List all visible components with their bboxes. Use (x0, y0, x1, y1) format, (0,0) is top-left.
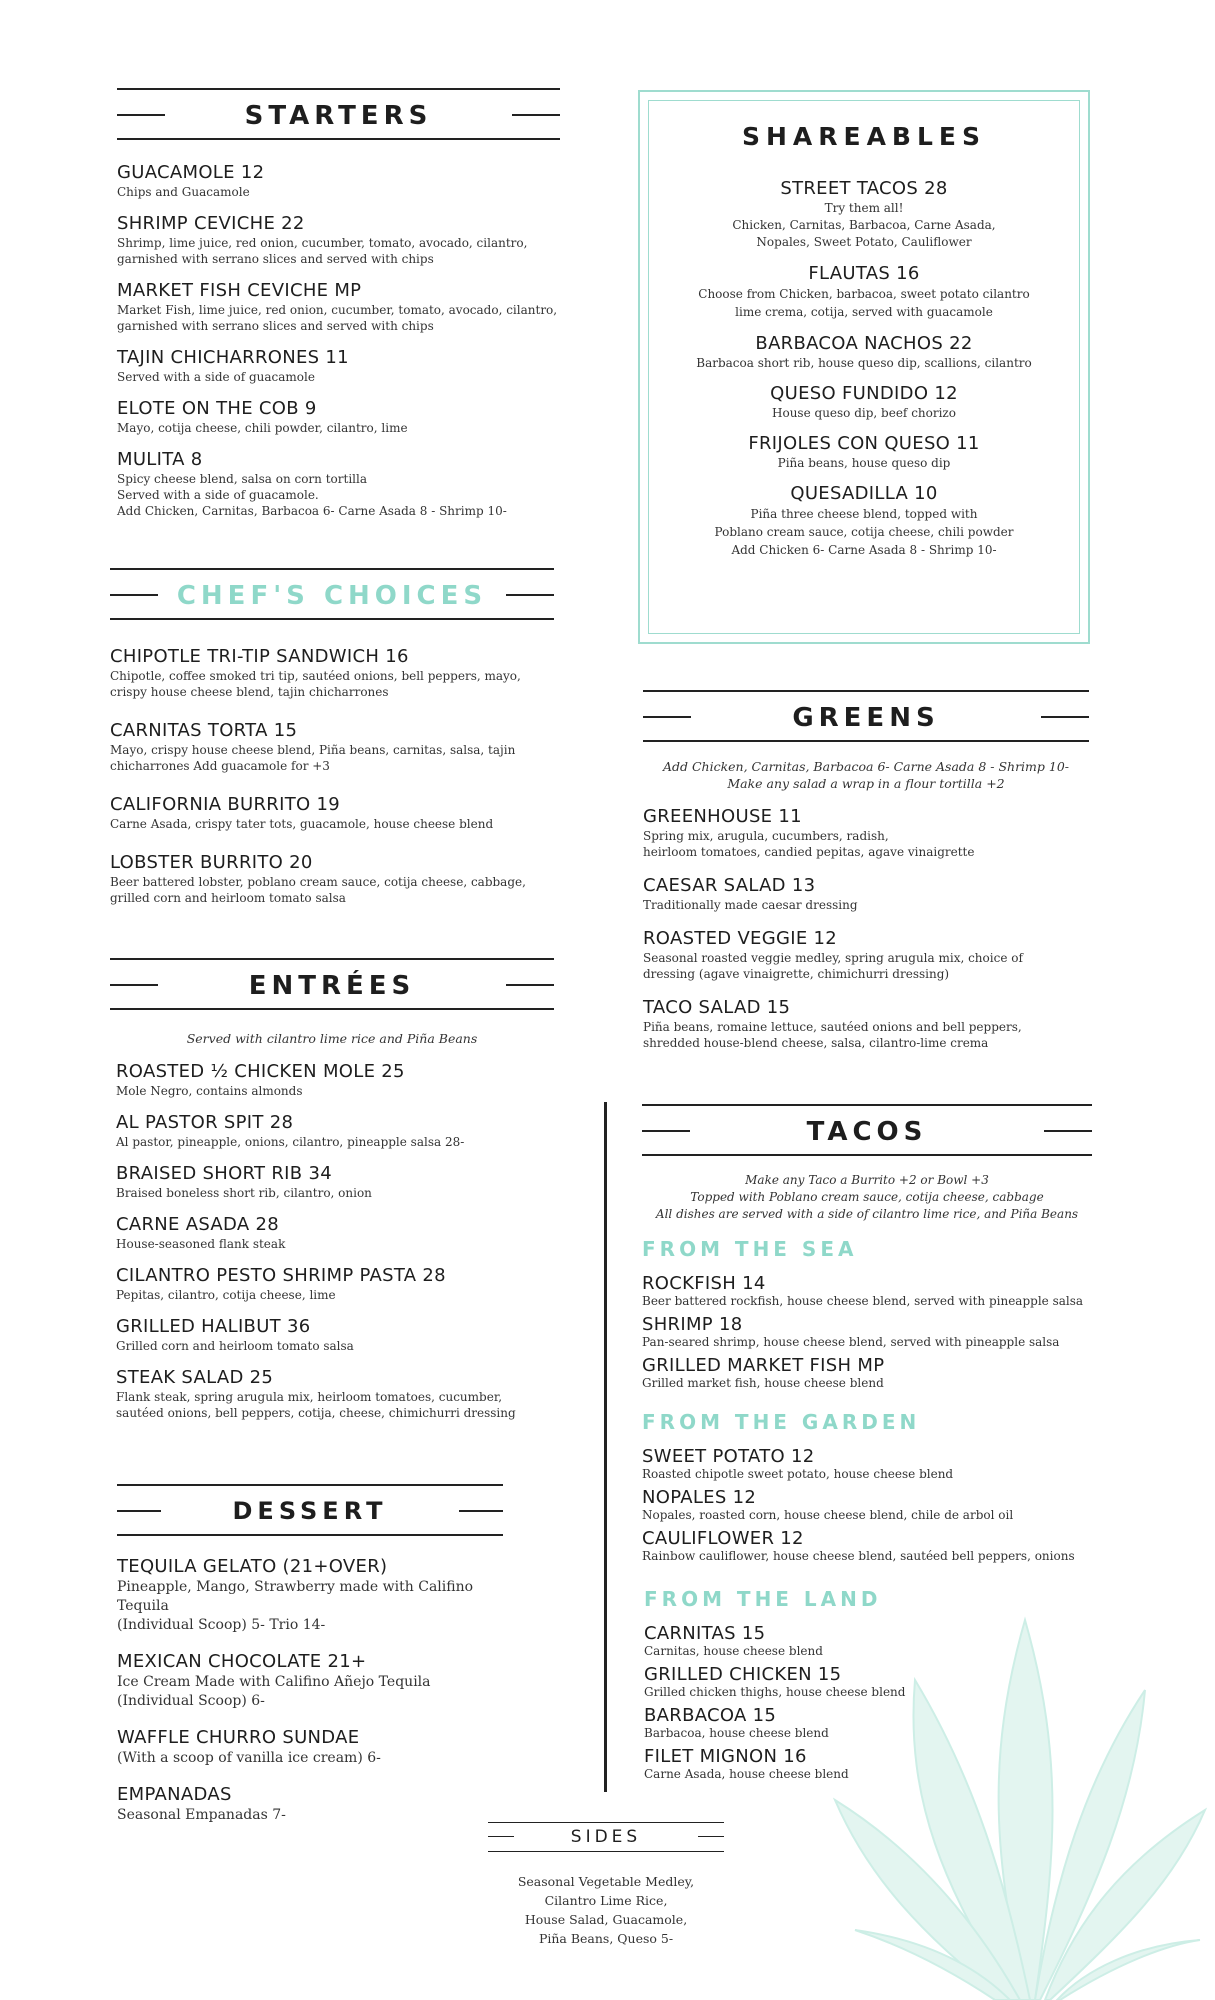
item-desc: Seasonal roasted veggie medley, spring arugula mix, choice of dressing (agave vinaigrette, chimichurri dressing) (643, 951, 1023, 981)
section-title: SHAREABLES (741, 122, 987, 151)
item-name: MARKET FISH CEVICHE MP (117, 280, 362, 301)
menu-item (642, 1314, 1092, 1349)
item-desc: Roasted chipotle sweet potato, house cheese blend (642, 1467, 954, 1481)
item-desc: Carnitas, house cheese blend (644, 1644, 823, 1658)
item-desc: Barbacoa short rib, house queso dip, scallions, cilantro (696, 356, 1032, 370)
divider (698, 1836, 724, 1837)
item-desc: Mole Negro, contains almonds (116, 1084, 303, 1098)
item-name: ELOTE ON THE COB 9 (117, 398, 317, 419)
item-desc: Mayo, cotija cheese, chili powder, cilantro, lime (117, 421, 408, 435)
menu-item (116, 1265, 554, 1303)
column-divider (604, 1102, 607, 1792)
item-desc: Served with a side of guacamole (117, 370, 315, 384)
item-name: TACO SALAD 15 (643, 997, 791, 1018)
item-name: NOPALES 12 (642, 1487, 757, 1508)
menu-item (117, 1556, 503, 1635)
starters-header (117, 88, 560, 140)
item-name: STREET TACOS 28 (780, 178, 948, 199)
menu-item (644, 1623, 1092, 1658)
item-name: TEQUILA GELATO (21+OVER) (117, 1556, 388, 1577)
item-name: GRILLED HALIBUT 36 (116, 1316, 311, 1337)
section-title: CHEF'S CHOICES (176, 581, 488, 611)
menu-item (660, 383, 1068, 421)
item-name: CAESAR SALAD 13 (643, 875, 816, 896)
menu-item (117, 347, 560, 385)
menu-item (116, 1061, 554, 1099)
sides-section (488, 1822, 724, 1948)
item-desc: Pan-seared shrimp, house cheese blend, served with pineapple salsa (642, 1335, 1060, 1349)
entrees-section (110, 958, 554, 1434)
taco-group-title: FROM THE LAND (644, 1587, 882, 1611)
dessert-header (117, 1484, 503, 1536)
section-title: SIDES (570, 1827, 642, 1847)
item-desc: Piña three cheese blend, topped with Poblano cream sauce, cotija cheese, chili powder Add Chicken 6- Carne Asada 8 - Shrimp 10- (714, 507, 1014, 557)
entrees-note: Served with cilantro lime rice and Piña Beans (186, 1031, 478, 1046)
menu-item (644, 1746, 1092, 1781)
menu-item (660, 433, 1068, 471)
tacos-note: Make any Taco a Burrito +2 or Bowl +3 Topped with Poblano cream sauce, cotija cheese, cabbage All dishes are served with a side of cilantro lime rice, and Piña Beans (655, 1173, 1079, 1221)
menu-item (643, 928, 1089, 982)
item-desc: Carne Asada, house cheese blend (644, 1767, 849, 1781)
chefs-choices-section (110, 568, 554, 919)
item-name: CILANTRO PESTO SHRIMP PASTA 28 (116, 1265, 446, 1286)
item-name: TAJIN CHICHARRONES 11 (117, 347, 349, 368)
item-desc: Spring mix, arugula, cucumbers, radish, heirloom tomatoes, candied pepitas, agave vinaigrette (643, 829, 975, 859)
divider (506, 984, 554, 986)
item-name: MEXICAN CHOCOLATE 21+ (117, 1651, 367, 1672)
divider (506, 594, 554, 596)
item-desc: Try them all! Chicken, Carnitas, Barbacoa, Carne Asada, Nopales, Sweet Potato, Cauliflower (732, 201, 996, 249)
item-desc: Beer battered lobster, poblano cream sauce, cotija cheese, cabbage, grilled corn and heirloom tomato salsa (110, 875, 526, 905)
section-title: ENTRÉES (248, 971, 416, 1001)
section-title: STARTERS (244, 101, 433, 131)
item-name: MULITA 8 (117, 449, 203, 470)
section-title: GREENS (792, 703, 940, 733)
item-name: QUESADILLA 10 (790, 483, 938, 504)
item-name: CAULIFLOWER 12 (642, 1528, 804, 1549)
item-desc: Piña beans, house queso dip (777, 456, 951, 470)
item-name: FILET MIGNON 16 (644, 1746, 807, 1767)
item-desc: Grilled chicken thighs, house cheese blend (644, 1685, 906, 1699)
item-name: CALIFORNIA BURRITO 19 (110, 794, 340, 815)
menu-item (117, 398, 560, 436)
menu-item (644, 1664, 1092, 1699)
item-desc: Chips and Guacamole (117, 185, 250, 199)
entrees-header (110, 958, 554, 1010)
item-name: FLAUTAS 16 (808, 263, 920, 284)
item-desc: Pineapple, Mango, Strawberry made with Califino Tequila (Individual Scoop) 5- Trio 14- (117, 1579, 474, 1633)
menu-item (642, 1487, 1092, 1522)
item-desc: Traditionally made caesar dressing (643, 898, 858, 912)
menu-item (117, 1784, 503, 1825)
item-name: EMPANADAS (117, 1784, 232, 1805)
item-desc: Shrimp, lime juice, red onion, cucumber, tomato, avocado, cilantro, garnished with serrano slices and served with chips (117, 236, 528, 266)
menu-item (660, 333, 1068, 371)
tacos-header (642, 1104, 1092, 1156)
item-desc: Chipotle, coffee smoked tri tip, sautéed onions, bell peppers, mayo, crispy house cheese blend, tajin chicharrones (110, 669, 521, 699)
menu-item (117, 1651, 503, 1711)
item-name: WAFFLE CHURRO SUNDAE (117, 1727, 360, 1748)
menu-item (117, 280, 560, 334)
item-name: BARBACOA 15 (644, 1705, 777, 1726)
starters-section (117, 88, 560, 532)
item-desc: Beer battered rockfish, house cheese blend, served with pineapple salsa (642, 1294, 1084, 1308)
tacos-section (642, 1104, 1092, 1787)
greens-header (643, 690, 1089, 742)
greens-note: Add Chicken, Carnitas, Barbacoa 6- Carne Asada 8 - Shrimp 10- Make any salad a wrap in a flour tortilla +2 (662, 759, 1070, 791)
item-desc: Pepitas, cilantro, cotija cheese, lime (116, 1288, 336, 1302)
menu-item (116, 1214, 554, 1252)
item-name: CARNITAS TORTA 15 (110, 720, 298, 741)
menu-item (116, 1112, 554, 1150)
menu-item (117, 162, 560, 200)
section-title: DESSERT (232, 1497, 388, 1525)
item-name: SWEET POTATO 12 (642, 1446, 815, 1467)
item-desc: Piña beans, romaine lettuce, sautéed onions and bell peppers, shredded house-blend cheese, salsa, cilantro-lime crema (643, 1020, 1022, 1050)
item-desc: Flank steak, spring arugula mix, heirloom tomatoes, cucumber, sautéed onions, bell peppers, cotija, cheese, chimichurri dressing (116, 1390, 516, 1420)
item-desc: Barbacoa, house cheese blend (644, 1726, 829, 1740)
item-name: GRILLED CHICKEN 15 (644, 1664, 842, 1685)
item-name: CARNE ASADA 28 (116, 1214, 280, 1235)
menu-item (642, 1446, 1092, 1481)
item-desc: Grilled market fish, house cheese blend (642, 1376, 884, 1390)
menu-item (660, 178, 1068, 251)
menu-item (642, 1355, 1092, 1390)
item-desc: Choose from Chicken, barbacoa, sweet potato cilantro lime crema, cotija, served with guacamole (698, 287, 1030, 319)
divider (1044, 1130, 1092, 1132)
item-desc: Carne Asada, crispy tater tots, guacamole, house cheese blend (110, 817, 494, 831)
taco-group-title: FROM THE GARDEN (642, 1410, 921, 1434)
sides-header (488, 1822, 724, 1852)
item-name: AL PASTOR SPIT 28 (116, 1112, 294, 1133)
menu-item (660, 483, 1068, 559)
item-name: ROCKFISH 14 (642, 1273, 766, 1294)
item-name: ROASTED VEGGIE 12 (643, 928, 838, 949)
item-desc: Braised boneless short rib, cilantro, onion (116, 1186, 372, 1200)
chefs-choices-header (110, 568, 554, 620)
shareables-section (638, 90, 1090, 644)
item-name: CARNITAS 15 (644, 1623, 766, 1644)
item-desc: Al pastor, pineapple, onions, cilantro, pineapple salsa 28- (116, 1135, 465, 1149)
item-desc: (With a scoop of vanilla ice cream) 6- (117, 1750, 381, 1766)
item-name: LOBSTER BURRITO 20 (110, 852, 313, 873)
divider (512, 114, 560, 116)
item-name: GUACAMOLE 12 (117, 162, 265, 183)
menu-item (110, 720, 554, 774)
menu-item (642, 1273, 1092, 1308)
section-title: TACOS (806, 1117, 928, 1147)
menu-item (117, 213, 560, 267)
menu-item (110, 794, 554, 832)
menu-item (644, 1705, 1092, 1740)
menu-item (117, 1727, 503, 1768)
item-desc: Mayo, crispy house cheese blend, Piña beans, carnitas, salsa, tajin chicharrones Add guacamole for +3 (110, 743, 516, 773)
item-desc: House-seasoned flank steak (116, 1237, 286, 1251)
menu-item (660, 263, 1068, 321)
greens-section (643, 690, 1089, 1064)
item-desc: Grilled corn and heirloom tomato salsa (116, 1339, 354, 1353)
item-name: BARBACOA NACHOS 22 (755, 333, 973, 354)
dessert-section (117, 1484, 503, 1838)
menu-item (643, 806, 1089, 860)
item-name: GRILLED MARKET FISH MP (642, 1355, 885, 1376)
divider (459, 1510, 503, 1512)
menu-item (117, 449, 560, 519)
item-desc: House queso dip, beef chorizo (772, 406, 956, 420)
menu-item (116, 1367, 554, 1421)
item-desc: Ice Cream Made with Califino Añejo Tequila (Individual Scoop) 6- (117, 1674, 431, 1709)
item-name: STEAK SALAD 25 (116, 1367, 274, 1388)
item-name: GREENHOUSE 11 (643, 806, 802, 827)
item-name: BRAISED SHORT RIB 34 (116, 1163, 332, 1184)
menu-item (643, 997, 1089, 1051)
item-desc: Seasonal Empanadas 7- (117, 1807, 286, 1823)
menu-item (110, 646, 554, 700)
item-desc: Market Fish, lime juice, red onion, cucumber, tomato, avocado, cilantro, garnished with serrano slices and served with chips (117, 303, 558, 333)
item-desc: Rainbow cauliflower, house cheese blend, sautéed bell peppers, onions (642, 1549, 1075, 1563)
item-desc: Nopales, roasted corn, house cheese blend, chile de arbol oil (642, 1508, 1014, 1522)
menu-item (110, 852, 554, 906)
item-name: QUESO FUNDIDO 12 (770, 383, 958, 404)
menu-item (116, 1316, 554, 1354)
menu-item (116, 1163, 554, 1201)
menu-item (643, 875, 1089, 913)
item-name: FRIJOLES CON QUESO 11 (748, 433, 980, 454)
menu-item (642, 1528, 1092, 1563)
item-desc: Spicy cheese blend, salsa on corn tortilla Served with a side of guacamole. Add Chicken, Carnitas, Barbacoa 6- Carne Asada 8 - Shrimp 10- (117, 472, 507, 518)
taco-group-title: FROM THE SEA (642, 1237, 858, 1261)
divider (1041, 716, 1089, 718)
item-name: CHIPOTLE TRI-TIP SANDWICH 16 (110, 646, 409, 667)
sides-list: Seasonal Vegetable Medley, Cilantro Lime Rice, House Salad, Guacamole, Piña Beans, Queso 5- (517, 1874, 695, 1946)
item-name: ROASTED ½ CHICKEN MOLE 25 (116, 1061, 405, 1082)
item-name: SHRIMP CEVICHE 22 (117, 213, 305, 234)
item-name: SHRIMP 18 (642, 1314, 743, 1335)
